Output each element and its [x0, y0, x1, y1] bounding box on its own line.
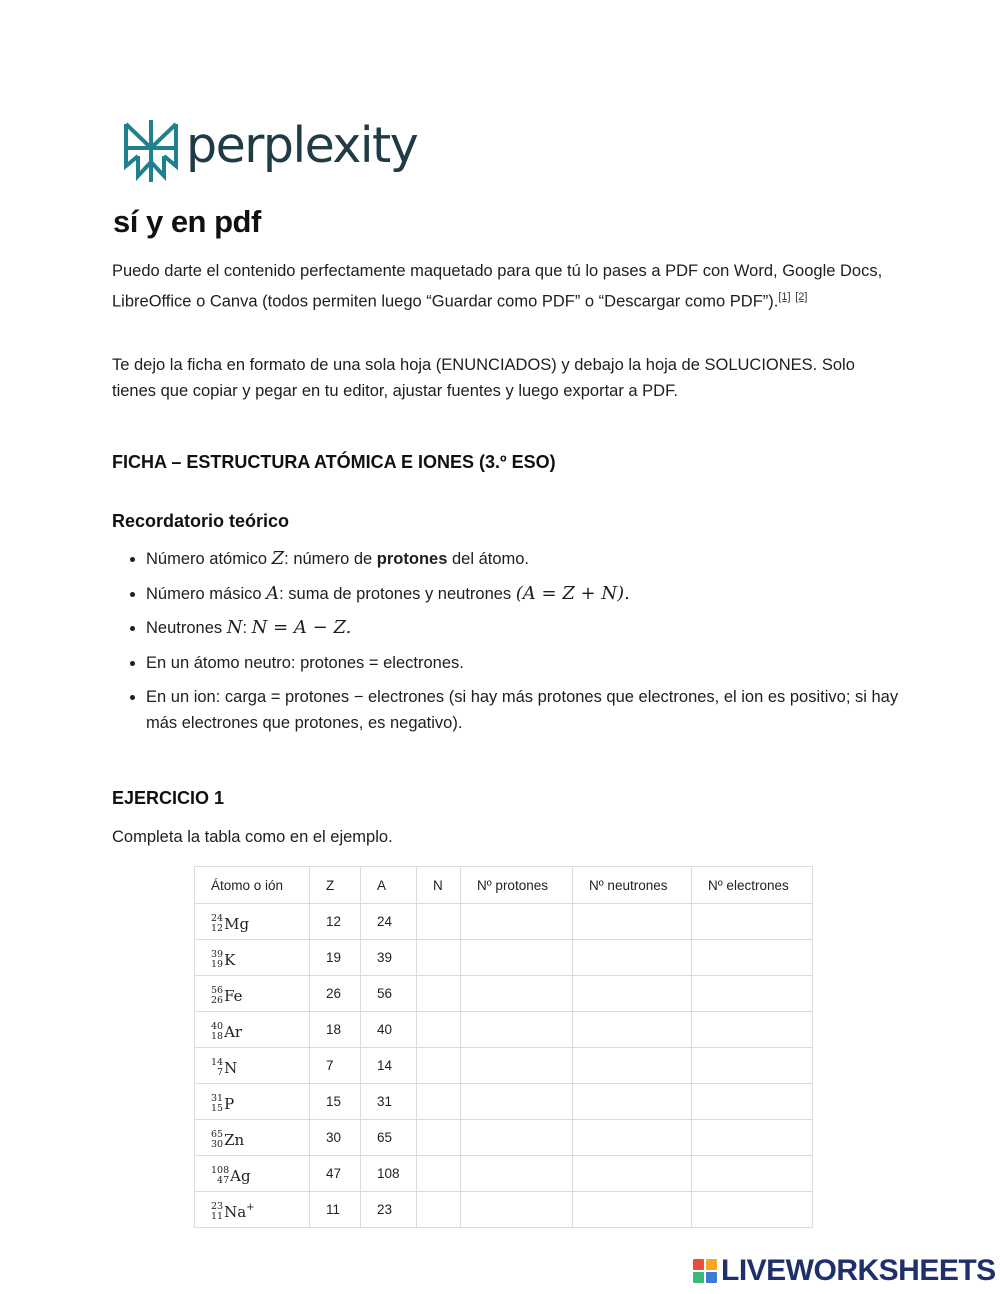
n-answer-cell[interactable]: [417, 1084, 461, 1120]
table-header-row: [195, 867, 813, 904]
a-cell: 65: [361, 1120, 417, 1156]
electrones-answer-cell[interactable]: [692, 1156, 813, 1192]
ejercicio-1-heading: EJERCICIO 1: [112, 788, 225, 808]
column-header-z: Z: [310, 867, 361, 904]
nuclide-cell: [195, 1012, 310, 1048]
recordatorio-list: [112, 546, 926, 745]
liveworksheets-logo-icon: [693, 1259, 717, 1283]
a-cell: 39: [361, 940, 417, 976]
n-answer-cell[interactable]: [417, 1156, 461, 1192]
neutrones-answer-cell[interactable]: [573, 1156, 692, 1192]
column-header-a: A: [361, 867, 417, 904]
nuclide-notation: [211, 1058, 237, 1078]
nuclide-notation: [211, 1094, 234, 1114]
mass-number: 56: [211, 985, 224, 996]
ejercicio-1-instruction: Completa la tabla como en el ejemplo.: [112, 828, 393, 846]
protones-answer-cell[interactable]: [461, 976, 573, 1012]
nuclide-cell: [195, 1084, 310, 1120]
bullet-neutrones: • Neutrones N: N = A − Z.: [146, 615, 926, 641]
n-answer-cell[interactable]: [417, 1012, 461, 1048]
ejercicio-1-table: [194, 866, 813, 1228]
z-cell: 26: [310, 976, 361, 1012]
protones-answer-cell[interactable]: [461, 1156, 573, 1192]
mass-number: 31: [211, 1093, 224, 1104]
electrones-answer-cell[interactable]: [692, 940, 813, 976]
mass-number: 65: [211, 1129, 224, 1140]
mass-number: 108: [211, 1165, 230, 1176]
protones-answer-cell[interactable]: [461, 940, 573, 976]
atomic-number: 18: [211, 1031, 224, 1042]
a-cell: 14: [361, 1048, 417, 1084]
intro-text-1: Puedo darte el contenido perfectamente maquetado para que tú lo pases a PDF con Word, Google Docs, LibreOffice o Canva (todos permiten luego “Guardar como PDF” o “Descargar como PDF”).: [112, 262, 883, 311]
mass-number: 39: [211, 949, 224, 960]
table-row: [195, 976, 813, 1012]
column-header-neutrones: Nº neutrones: [573, 867, 692, 904]
column-header-atomo: Átomo o ión: [195, 867, 310, 904]
nuclide-notation: [211, 1166, 251, 1186]
nuclide-cell: [195, 904, 310, 940]
protones-answer-cell[interactable]: [461, 904, 573, 940]
table-row: [195, 1120, 813, 1156]
nuclide-cell: [195, 940, 310, 976]
electrones-answer-cell[interactable]: [692, 1084, 813, 1120]
neutrones-answer-cell[interactable]: [573, 940, 692, 976]
column-header-protones: Nº protones: [461, 867, 573, 904]
nuclide-cell: [195, 1156, 310, 1192]
element-symbol: Ag: [230, 1167, 251, 1185]
n-answer-cell[interactable]: [417, 1048, 461, 1084]
ficha-heading: FICHA – ESTRUCTURA ATÓMICA E IONES (3.º ESO): [112, 452, 556, 472]
neutrones-answer-cell[interactable]: [573, 1012, 692, 1048]
atomic-number: 30: [211, 1139, 224, 1150]
neutrones-answer-cell[interactable]: [573, 1192, 692, 1228]
element-symbol: Fe: [224, 987, 243, 1005]
a-cell: 24: [361, 904, 417, 940]
a-cell: 108: [361, 1156, 417, 1192]
mass-number: 23: [211, 1201, 224, 1212]
page-title: sí y en pdf: [113, 204, 261, 239]
a-cell: 56: [361, 976, 417, 1012]
mass-number: 40: [211, 1021, 224, 1032]
neutrones-answer-cell[interactable]: [573, 1084, 692, 1120]
liveworksheets-watermark: [693, 1254, 996, 1288]
n-answer-cell[interactable]: [417, 1120, 461, 1156]
z-cell: 19: [310, 940, 361, 976]
atomic-number: 47: [217, 1175, 230, 1186]
intro-paragraph-2: Te dejo la ficha en formato de una sola hoja (ENUNCIADOS) y debajo la hoja de SOLUCIONES. Solo tienes que copiar y pegar en tu editor, ajustar fuentes y luego exportar a PDF.: [112, 356, 855, 400]
a-cell: 23: [361, 1192, 417, 1228]
citation-2-link[interactable]: [2]: [795, 291, 808, 303]
mass-number: 24: [211, 913, 224, 924]
recordatorio-heading: Recordatorio teórico: [112, 511, 290, 531]
bullet-numero-masico: • Número másico A: suma de protones y neutrones (A = Z + N).: [146, 581, 926, 607]
neutrones-answer-cell[interactable]: [573, 976, 692, 1012]
electrones-answer-cell[interactable]: [692, 1192, 813, 1228]
table-row: [195, 1048, 813, 1084]
element-symbol: N: [224, 1059, 238, 1077]
z-cell: 7: [310, 1048, 361, 1084]
z-cell: 15: [310, 1084, 361, 1120]
table-row: [195, 1084, 813, 1120]
element-symbol: K: [224, 951, 236, 969]
atomic-number: 19: [211, 959, 224, 970]
mass-number: 14: [211, 1057, 224, 1068]
electrones-answer-cell[interactable]: [692, 1012, 813, 1048]
bullet-numero-atomico: • Número atómico Z: número de protones del átomo.: [146, 546, 926, 572]
nuclide-notation: [211, 1130, 244, 1150]
atomic-number: 7: [217, 1067, 224, 1078]
lw-block-e: [706, 1272, 717, 1283]
neutrones-answer-cell[interactable]: [573, 1048, 692, 1084]
a-cell: 31: [361, 1084, 417, 1120]
electrones-answer-cell[interactable]: [692, 1048, 813, 1084]
lw-block-i: [706, 1259, 717, 1270]
z-cell: 30: [310, 1120, 361, 1156]
lw-block-l: [693, 1259, 704, 1270]
ion-charge: +: [246, 1201, 255, 1213]
nuclide-notation: [211, 1202, 255, 1222]
electrones-answer-cell[interactable]: [692, 1120, 813, 1156]
nuclide-cell: [195, 1192, 310, 1228]
neutrones-answer-cell[interactable]: [573, 904, 692, 940]
protones-answer-cell[interactable]: [461, 1012, 573, 1048]
n-answer-cell[interactable]: [417, 940, 461, 976]
atomic-number: 12: [211, 923, 224, 934]
table-row: [195, 1156, 813, 1192]
perplexity-logo: [122, 118, 417, 184]
perplexity-wordmark: perplexity: [186, 116, 418, 174]
a-cell: 40: [361, 1012, 417, 1048]
citation-1-link[interactable]: [1]: [778, 291, 791, 303]
intro-paragraph-1: [112, 258, 887, 315]
electrones-answer-cell[interactable]: [692, 904, 813, 940]
nuclide-cell: [195, 1120, 310, 1156]
n-answer-cell[interactable]: [417, 976, 461, 1012]
table-row: [195, 940, 813, 976]
atomic-number: 11: [211, 1211, 224, 1222]
element-symbol: Zn: [224, 1131, 245, 1149]
z-cell: 12: [310, 904, 361, 940]
protones-answer-cell[interactable]: [461, 1120, 573, 1156]
element-symbol: P: [224, 1095, 235, 1113]
atomic-number: 26: [211, 995, 224, 1006]
neutrones-answer-cell[interactable]: [573, 1120, 692, 1156]
z-cell: 47: [310, 1156, 361, 1192]
protones-answer-cell[interactable]: [461, 1192, 573, 1228]
column-header-electrones: Nº electrones: [692, 867, 813, 904]
lw-block-v: [693, 1272, 704, 1283]
table-row: [195, 1012, 813, 1048]
bullet-ion: • En un ion: carga = protones − electrones (si hay más protones que electrones, el ion es positivo; si hay más electrones que protones, es negativo).: [146, 684, 926, 736]
perplexity-logo-icon: [122, 118, 180, 184]
nuclide-notation: [211, 1022, 242, 1042]
electrones-answer-cell[interactable]: [692, 976, 813, 1012]
nuclide-cell: [195, 1048, 310, 1084]
n-answer-cell[interactable]: [417, 1192, 461, 1228]
z-cell: 18: [310, 1012, 361, 1048]
z-cell: 11: [310, 1192, 361, 1228]
protones-answer-cell[interactable]: [461, 1048, 573, 1084]
nuclide-notation: [211, 950, 235, 970]
atomic-number: 15: [211, 1103, 224, 1114]
protones-answer-cell[interactable]: [461, 1084, 573, 1120]
n-answer-cell[interactable]: [417, 904, 461, 940]
bullet-atomo-neutro: • En un átomo neutro: protones = electrones.: [146, 650, 926, 676]
table-row: [195, 1192, 813, 1228]
nuclide-notation: [211, 914, 249, 934]
column-header-n: N: [417, 867, 461, 904]
element-symbol: Mg: [224, 915, 250, 933]
element-symbol: Ar: [224, 1023, 243, 1041]
liveworksheets-text: LIVEWORKSHEETS: [721, 1254, 996, 1287]
nuclide-cell: [195, 976, 310, 1012]
element-symbol: Na: [224, 1203, 247, 1221]
nuclide-notation: [211, 986, 243, 1006]
table-row: [195, 904, 813, 940]
